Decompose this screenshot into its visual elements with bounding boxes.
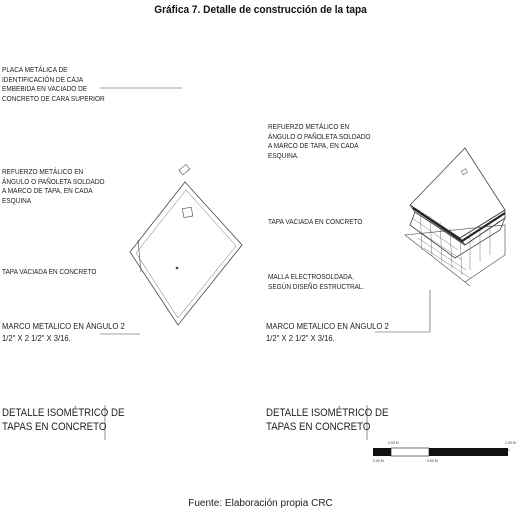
right-detail-heading: DETALLE ISOMÉTRICO DE TAPAS EN CONCRETO: [266, 407, 389, 433]
right-frame-edge: [465, 282, 470, 286]
scale-bar-segment-2: [391, 448, 429, 456]
left-label-id-plate: PLACA METÁLICA DE IDENTIFICACIÓN DE CAJA EMBEBIDA EN VACIADO DE CONCRETO DE CARA SUPERIOR: [2, 65, 105, 103]
right-reinforcement-band: [413, 208, 505, 241]
scale-bar-segment-1: [373, 448, 391, 456]
right-mesh-grid: [412, 210, 490, 278]
right-label-concrete-cover: TAPA VACIADA EN CONCRETO: [268, 217, 363, 226]
right-label-reinforcement: REFUERZO METÁLICO EN ÁNGULO O PAÑOLETA SOLDADO A MARCO DE TAPA, EN CADA ESQUINA.: [268, 122, 371, 160]
left-cover-edge: [138, 240, 141, 272]
left-isometric-cover: [130, 164, 242, 325]
right-cover-top: [410, 148, 505, 238]
left-cover-outline: [130, 182, 242, 325]
left-leader-lines: [100, 88, 182, 440]
figure-title: Gráfica 7. Detalle de construcción de la tapa: [154, 4, 367, 16]
left-label-concrete-cover: TAPA VACIADA EN CONCRETO: [2, 267, 97, 276]
right-label-welded-mesh: MALLA ELECTROSOLDADA, SEGÚN DISEÑO ESTRUCTRAL.: [268, 272, 365, 291]
right-isometric-cover: [405, 148, 505, 286]
scale-bar-segment-3: [429, 448, 508, 456]
right-label-metal-frame: MARCO METALICO EN ÁNGULO 2 1/2" X 2 1/2" X 3/16.: [266, 321, 389, 343]
scale-bar: [373, 441, 516, 463]
figure-source: Fuente: Elaboración propia CRC: [188, 498, 333, 509]
left-center-dot: [176, 267, 178, 269]
right-corner-stiffener: [461, 169, 467, 175]
left-corner-plate: [182, 207, 192, 217]
left-cover-inner: [136, 190, 236, 318]
scale-label-mid-bottom: 0.50 M: [427, 459, 438, 463]
scale-label-left-bottom: 0.00 M: [373, 459, 384, 463]
scale-label-right-top: 1.00 M: [505, 441, 516, 445]
scale-label-left-top: 0.00 M: [388, 441, 399, 445]
left-id-plate: [179, 164, 190, 174]
left-label-metal-frame: MARCO METALICO EN ÁNGULO 2 1/2" X 2 1/2" X 3/16.: [2, 321, 125, 343]
left-label-reinforcement: REFUERZO METÁLICO EN ÁNGULO O PAÑOLETA SOLDADO A MARCO DE TAPA, EN CADA ESQUINA: [2, 167, 105, 205]
left-detail-heading: DETALLE ISOMÉTRICO DE TAPAS EN CONCRETO: [2, 407, 125, 433]
